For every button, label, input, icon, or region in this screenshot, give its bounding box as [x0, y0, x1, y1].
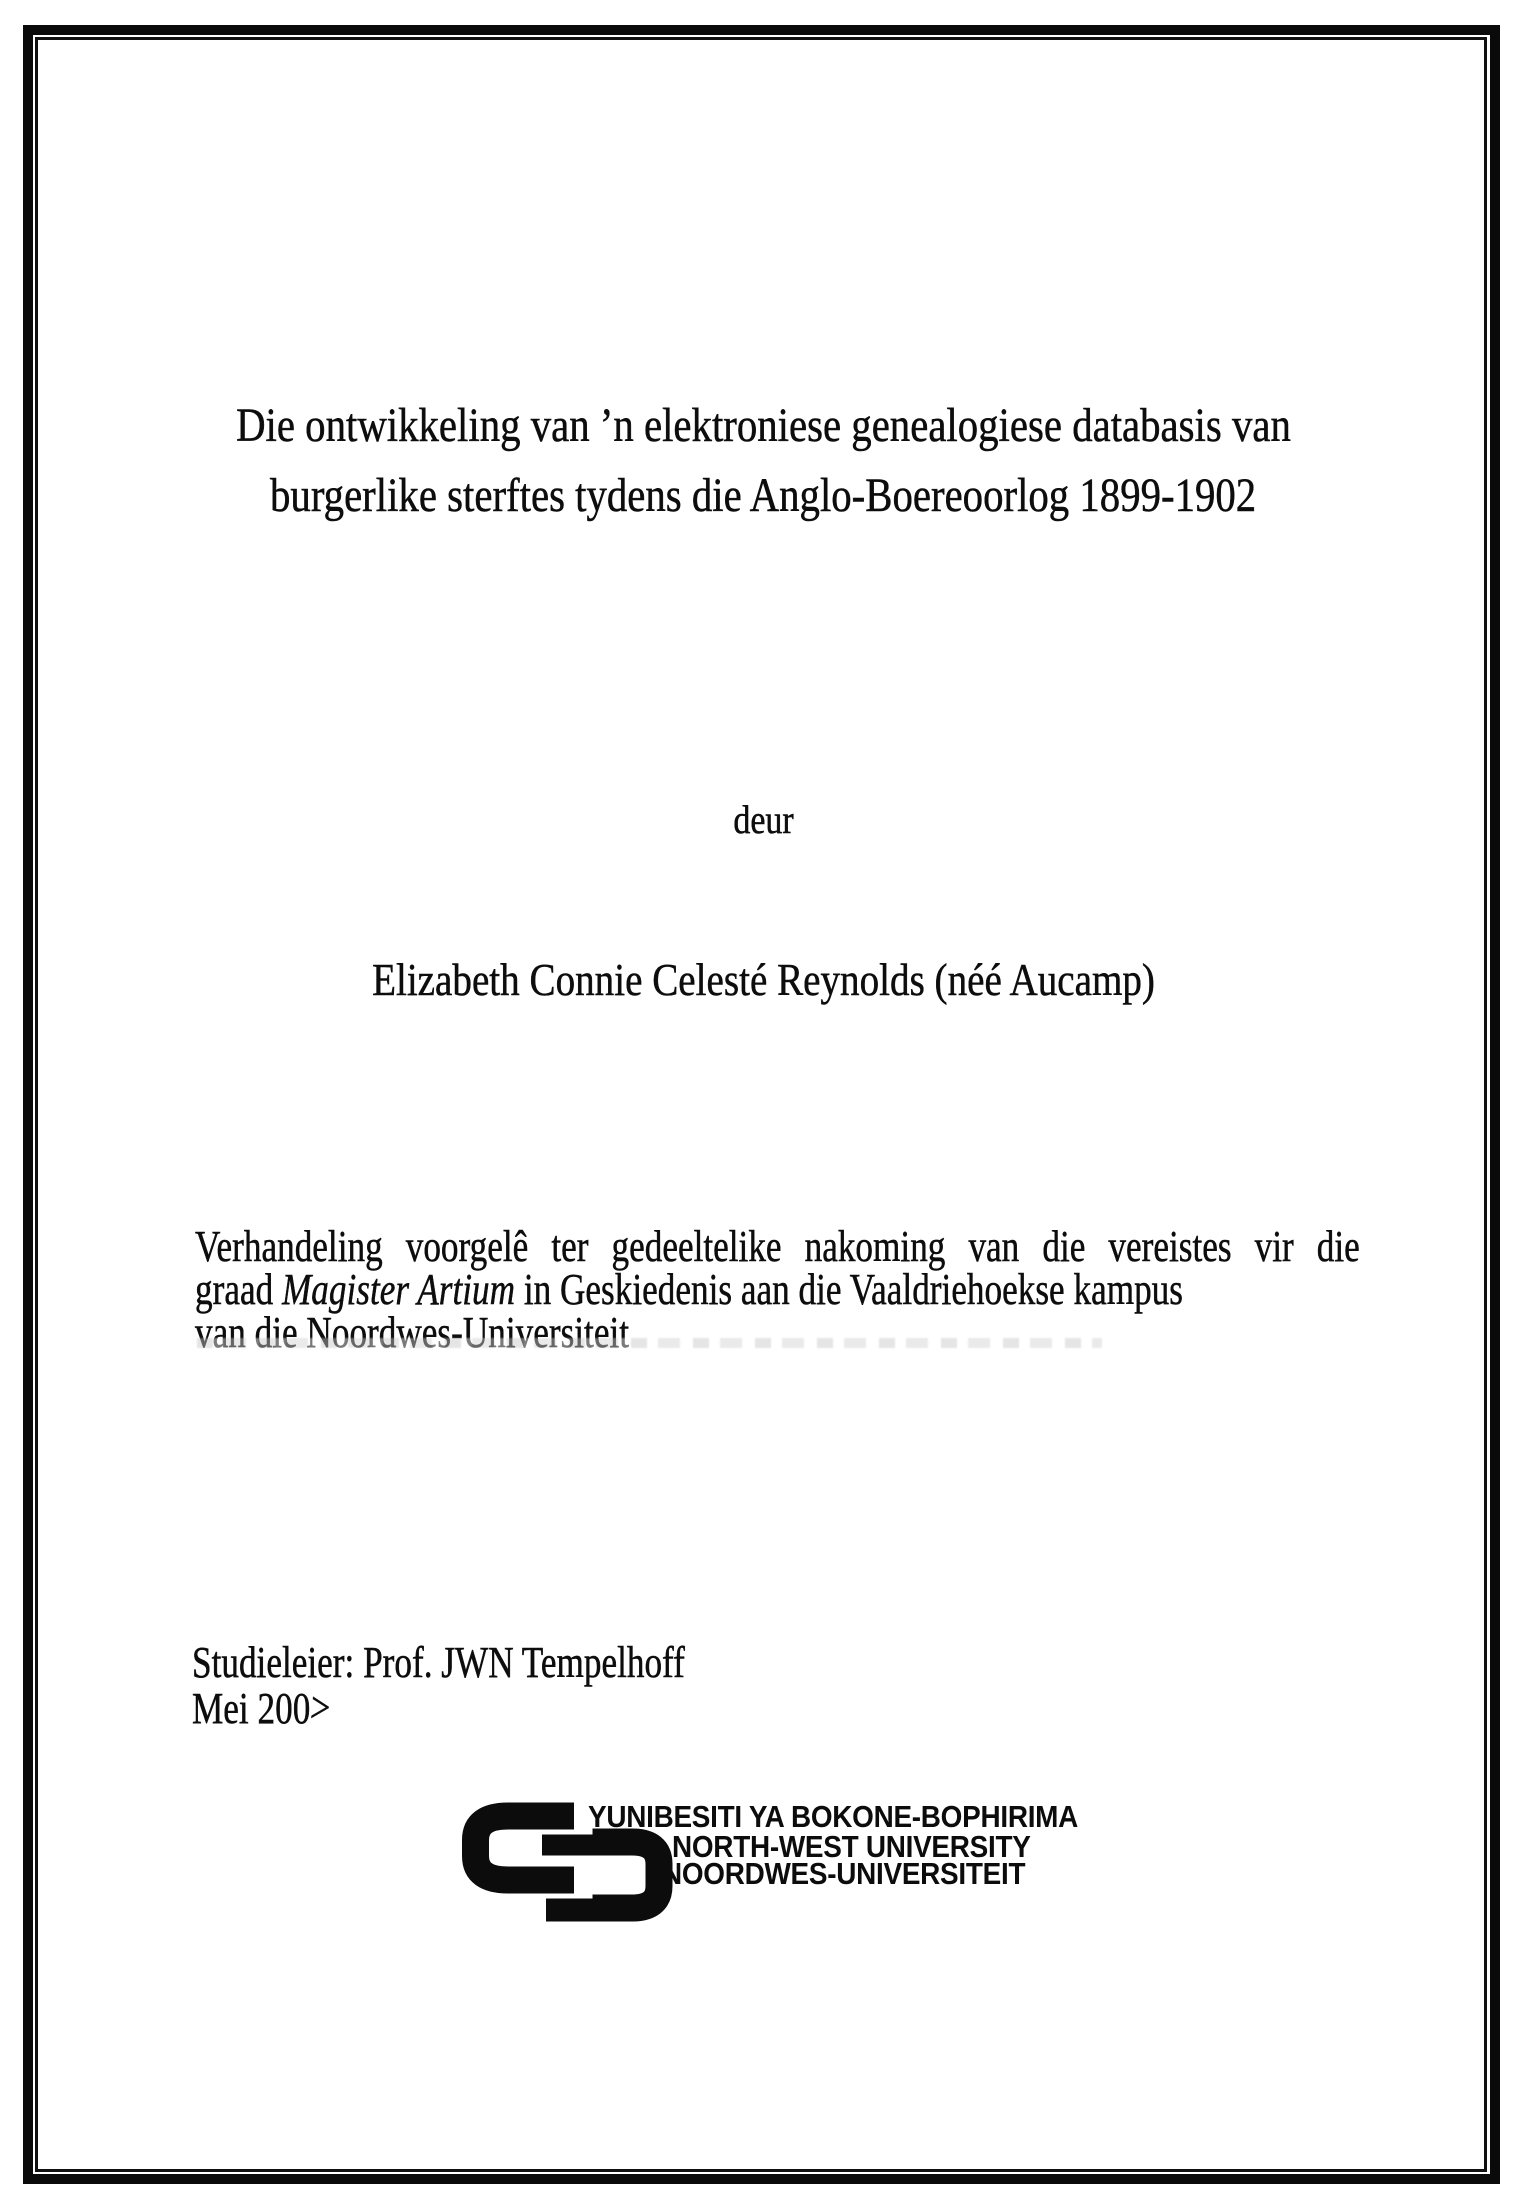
date-prefix: Mei 200: [192, 1684, 311, 1733]
thesis-title-line2: [0, 469, 1527, 522]
statement-line2-italic: Magister Artium: [281, 1265, 516, 1314]
supervisor-line: Studieleier: Prof. JWN Tempelhoff: [192, 1638, 685, 1687]
statement-line-3: van die Noordwes-Universiteit: [195, 1308, 630, 1357]
statement-line-1: Verhandeling voorgelê ter gedeeltelike nakoming van die vereistes vir die: [195, 1222, 1360, 1271]
byline-deur: deur: [733, 797, 794, 842]
logo-wordmark-line2: NORTH-WEST UNIVERSITY: [672, 1829, 1031, 1864]
date-glyph: >: [308, 1683, 333, 1732]
scan-bleed-artifact: [197, 1338, 1102, 1348]
thesis-title-line1: [0, 399, 1527, 452]
logo-wordmark-line1: YUNIBESITI YA BOKONE-BOPHIRIMA: [588, 1799, 1079, 1834]
degree-statement: [195, 1222, 1360, 1357]
supervisor-block: [192, 1640, 685, 1732]
statement-line2-pre: graad: [195, 1265, 282, 1314]
logo-wordmark-line3: NOORDWES-UNIVERSITEIT: [662, 1856, 1026, 1891]
statement-line-2: [195, 1265, 1360, 1314]
statement-line2-post: in Geskiedenis aan die Vaaldriehoekse kampus: [515, 1265, 1183, 1314]
thesis-title-line1-text: Die ontwikkeling van ’n elektroniese genealogiese databasis van: [236, 399, 1291, 452]
date-line: [192, 1683, 685, 1733]
author-name: Elizabeth Connie Celesté Reynolds (néé Aucamp): [372, 954, 1155, 1005]
thesis-title-line2-text: burgerlike sterftes tydens die Anglo-Boereoorlog 1899-1902: [270, 469, 1257, 522]
